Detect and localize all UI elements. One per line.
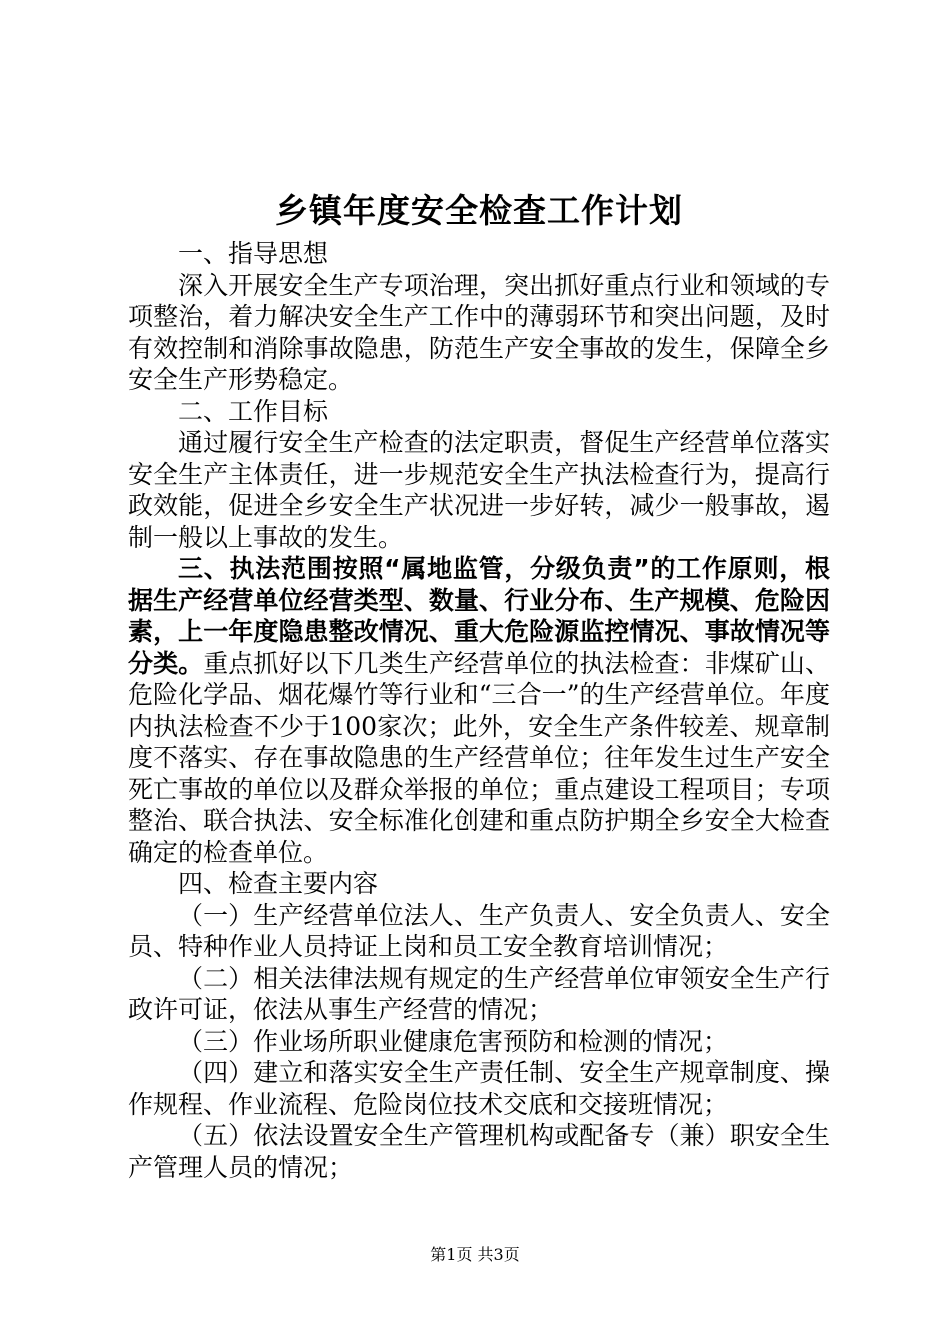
section-4-item: （五）依法设置安全生产管理机构或配备专（兼）职安全生产管理人员的情况； xyxy=(128,1121,830,1182)
section-1-body: 深入开展安全生产专项治理，突出抓好重点行业和领域的专项整治，着力解决安全生产工作中的薄弱环节和突出问题，及时有效控制和消除事故隐患，防范生产安全事故的发生，保障全乡安全生产形势稳定。 xyxy=(128,270,830,394)
section-2-body: 通过履行安全生产检查的法定职责，督促生产经营单位落实安全生产主体责任，进一步规范安全生产执法检查行为，提高行政效能，促进全乡安全生产状况进一步好转，减少一般事故，遏制一般以上事故的发生。 xyxy=(128,428,830,552)
page-footer: 第1页 共3页 xyxy=(430,1245,520,1264)
section-3-body-text: 重点抓好以下几类生产经营单位的执法检查：非煤矿山、危险化学品、烟花爆竹等行业和“三合一”的生产经营单位。年度内执法检查不少于100家次；此外，安全生产条件较差、规章制度不落实、存在事故隐患的生产经营单位；往年发生过生产安全死亡事故的单位以及群众举报的单位；重点建设工程项目；专项整治、联合执法、安全标准化创建和重点防护期全乡安全大检查确定的检查单位。 xyxy=(128,648,830,867)
section-4-item: （一）生产经营单位法人、生产负责人、安全负责人、安全员、特种作业人员持证上岗和员工安全教育培训情况； xyxy=(128,900,830,961)
section-4-item: （三）作业场所职业健康危害预防和检测的情况； xyxy=(178,1026,729,1056)
section-3-bold-text: 三、执法范围按照“属地监管，分级负责”的工作原则，根据生产经营单位经营类型、数量、行业分布、生产规模、危险因素，上一年度隐患整改情况、重大危险源监控情况、事故情况等分类。 xyxy=(128,554,830,678)
section-2-heading: 二、工作目标 xyxy=(178,396,329,426)
section-4-item: （二）相关法律法规有规定的生产经营单位审领安全生产行政许可证，依法从事生产经营的情况； xyxy=(128,963,830,1024)
document-title: 乡镇年度安全检查工作计划 xyxy=(275,191,683,230)
document-page xyxy=(128,186,830,1183)
section-4-heading: 四、检查主要内容 xyxy=(178,869,379,898)
section-1-heading: 一、指导思想 xyxy=(178,239,329,268)
section-4-item: （四）建立和落实安全生产责任制、安全生产规章制度、操作规程、作业流程、危险岗位技术交底和交接班情况； xyxy=(128,1058,830,1119)
section-3-paragraph xyxy=(128,553,830,868)
